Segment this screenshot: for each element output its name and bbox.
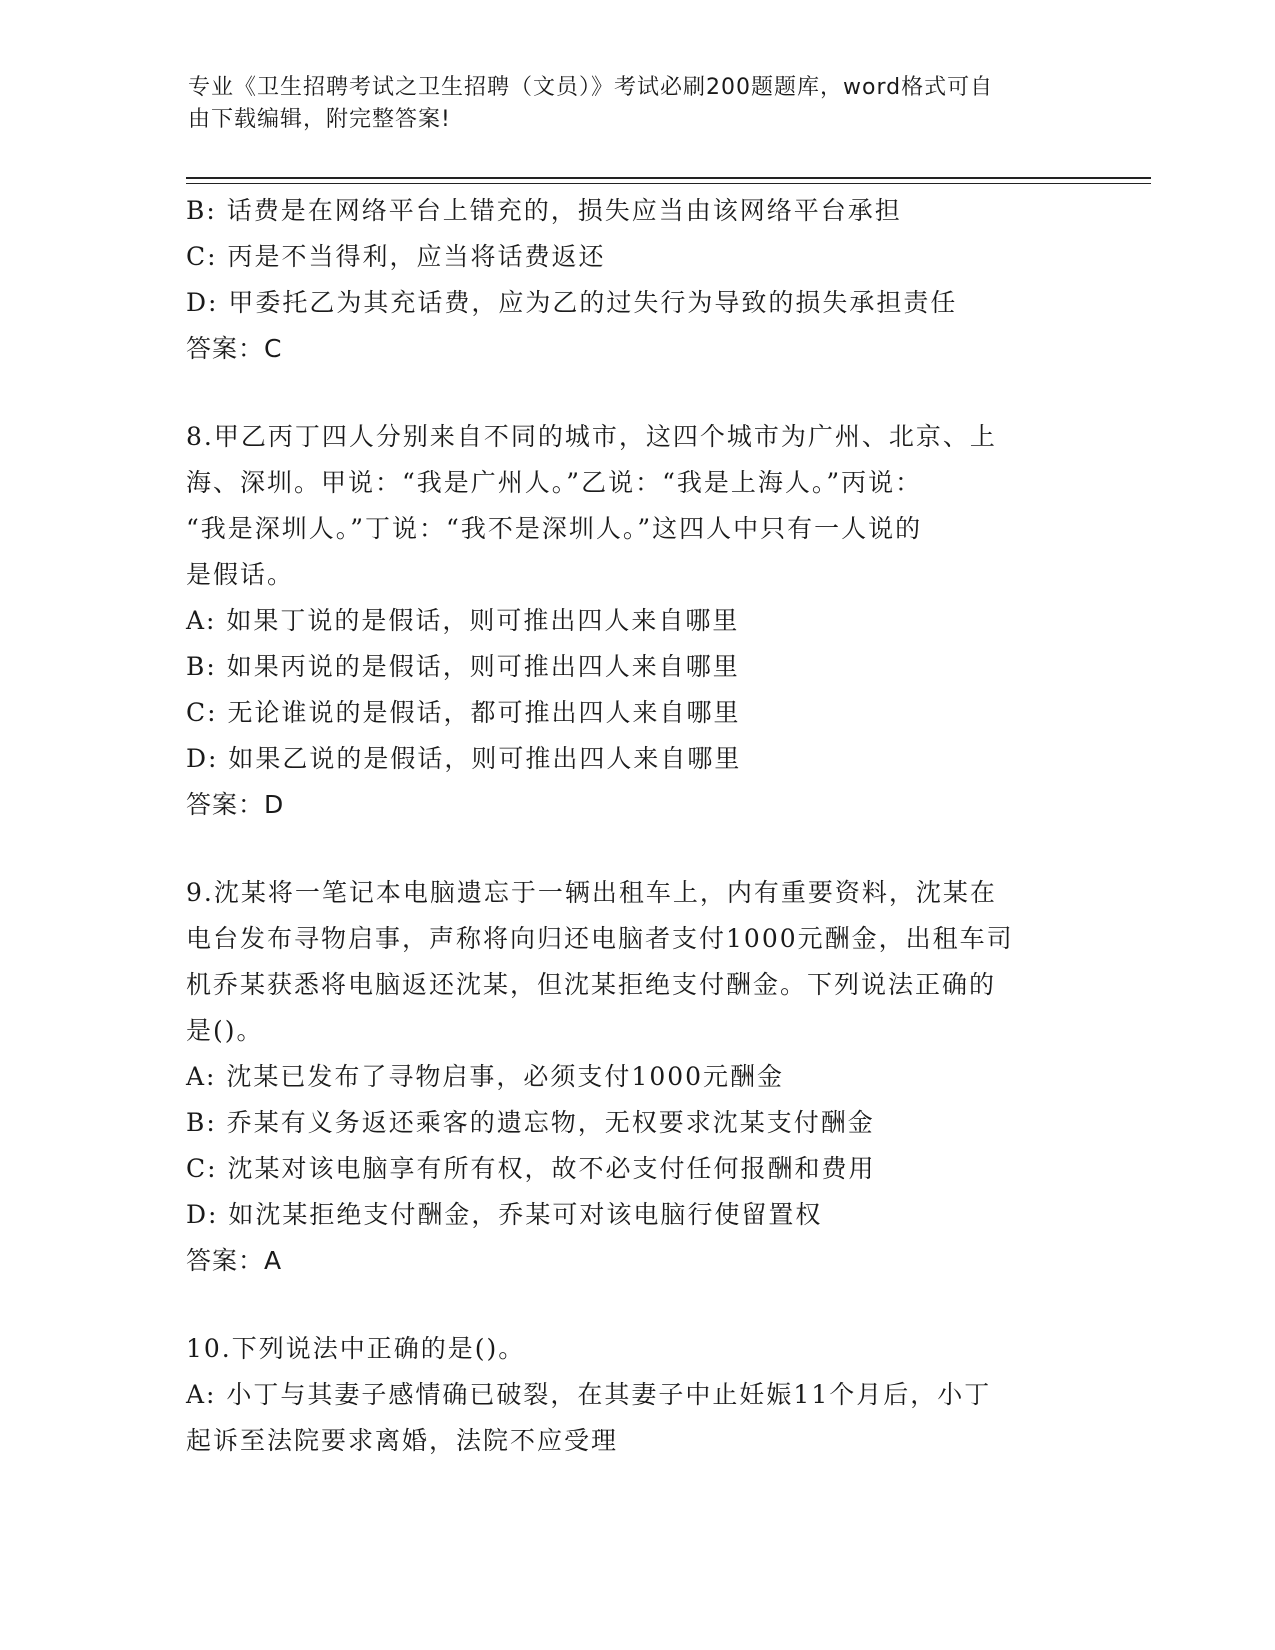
- q9-stem-line-4: 是()。: [186, 1016, 264, 1045]
- question-7: [186, 188, 1086, 372]
- q8-stem-line-1: 8.甲乙丙丁四人分别来自不同的城市，这四个城市为广州、北京、上: [186, 422, 997, 451]
- q9-stem-line-1: 9.沈某将一笔记本电脑遗忘于一辆出租车上，内有重要资料，沈某在: [186, 878, 997, 907]
- spacer: [186, 828, 1086, 870]
- question-9: [186, 870, 1086, 1284]
- q7-option-d: D: 甲委托乙为其充话费，应为乙的过失行为导致的损失承担责任: [186, 288, 958, 317]
- q8-option-d: D: 如果乙说的是假话，则可推出四人来自哪里: [186, 744, 742, 773]
- q10-option-a-line-1: A: 小丁与其妻子感情确已破裂，在其妻子中止妊娠11个月后，小丁: [186, 1380, 992, 1409]
- header-divider-thin: [186, 183, 1151, 184]
- q8-option-b: B: 如果丙说的是假话，则可推出四人来自哪里: [186, 652, 740, 681]
- spacer: [186, 1284, 1086, 1326]
- header-title-line-1: 专业《卫生招聘考试之卫生招聘（文员）》考试必刷200题题库，word格式可自: [188, 75, 994, 100]
- q7-option-b: B: 话费是在网络平台上错充的，损失应当由该网络平台承担: [186, 196, 902, 225]
- header-title-line-2: 由下载编辑，附完整答案!: [188, 107, 451, 132]
- q8-stem-line-3: “我是深圳人。”丁说：“我不是深圳人。”这四人中只有一人说的: [186, 514, 923, 543]
- spacer: [186, 372, 1086, 414]
- q9-stem-line-2: 电台发布寻物启事，声称将向归还电脑者支付1000元酬金，出租车司: [186, 924, 1014, 953]
- q8-answer: 答案：D: [186, 790, 285, 819]
- q9-answer: 答案：A: [186, 1246, 283, 1275]
- q9-option-d: D: 如沈某拒绝支付酬金，乔某可对该电脑行使留置权: [186, 1200, 823, 1229]
- question-10: [186, 1326, 1086, 1464]
- q7-answer: 答案：C: [186, 334, 283, 363]
- q8-option-a: A: 如果丁说的是假话，则可推出四人来自哪里: [186, 606, 740, 635]
- q9-stem-line-3: 机乔某获悉将电脑返还沈某，但沈某拒绝支付酬金。下列说法正确的: [186, 970, 997, 999]
- q9-option-c: C: 沈某对该电脑享有所有权，故不必支付任何报酬和费用: [186, 1154, 876, 1183]
- q9-option-a: A: 沈某已发布了寻物启事，必须支付1000元酬金: [186, 1062, 785, 1091]
- q10-stem: 10.下列说法中正确的是()。: [186, 1334, 526, 1363]
- question-list: [186, 188, 1086, 1464]
- header-divider-thick: [186, 177, 1151, 179]
- question-8: [186, 414, 1086, 828]
- q10-option-a-line-2: 起诉至法院要求离婚，法院不应受理: [186, 1426, 619, 1455]
- page-header: [188, 72, 1088, 136]
- q8-stem-line-4: 是假话。: [186, 560, 295, 589]
- q8-option-c: C: 无论谁说的是假话，都可推出四人来自哪里: [186, 698, 741, 727]
- q9-option-b: B: 乔某有义务返还乘客的遗忘物，无权要求沈某支付酬金: [186, 1108, 875, 1137]
- q8-stem-line-2: 海、深圳。甲说：“我是广州人。”乙说：“我是上海人。”丙说：: [186, 468, 923, 497]
- q7-option-c: C: 丙是不当得利，应当将话费返还: [186, 242, 606, 271]
